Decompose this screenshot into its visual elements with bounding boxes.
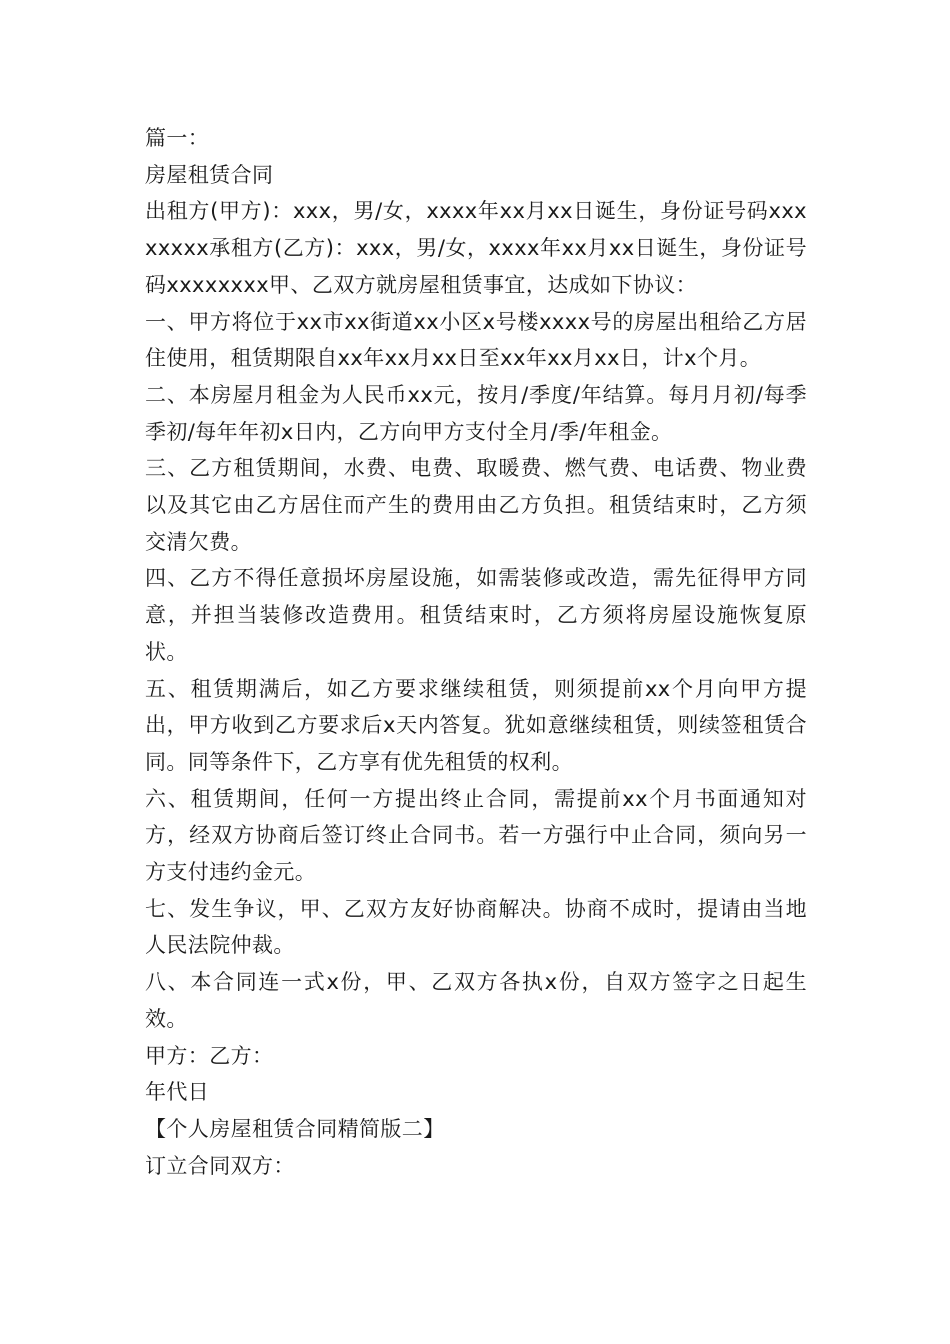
clause-4-paragraph: 四、乙方不得任意损坏房屋设施，如需装修或改造，需先征得甲方同意，并担当装修改造费用。租赁结束时，乙方须将房屋设施恢复原状。 [145, 566, 807, 664]
clause-3-paragraph: 三、乙方租赁期间，水费、电费、取暖费、燃气费、电话费、物业费以及其它由乙方居住而产生的费用由乙方负担。租赁结束时，乙方须交清欠费。 [145, 456, 807, 554]
parties-intro-paragraph: 出租方(甲方)：xxx，男/女，xxxx年xx月xx日诞生，身份证号码xxxxxxxx承租方(乙方)：xxx，男/女，xxxx年xx月xx日诞生，身份证号码xxxxxxxx甲、乙双方就房屋租赁事宜，达成如下协议： [145, 199, 807, 297]
contract-title: 房屋租赁合同 [145, 162, 274, 187]
date-line: 年代日 [145, 1080, 210, 1105]
clause-8-paragraph: 八、本合同连一式x份，甲、乙双方各执x份，自双方签字之日起生效。 [145, 970, 807, 1031]
clause-1-paragraph: 一、甲方将位于xx市xx街道xx小区x号楼xxxx号的房屋出租给乙方居住使用，租赁期限自xx年xx月xx日至xx年xx月xx日，计x个月。 [145, 309, 807, 371]
part2-title: 【个人房屋租赁合同精简版二】 [145, 1116, 445, 1141]
section-heading: 篇一： [145, 126, 210, 150]
clause-2-paragraph: 二、本房屋月租金为人民币xx元，按月/季度/年结算。每月月初/每季季初/每年年初x日内，乙方向甲方支付全月/季/年租金。 [145, 382, 807, 444]
clause-7-paragraph: 七、发生争议，甲、乙双方友好协商解决。协商不成时，提请由当地人民法院仲裁。 [145, 896, 807, 958]
signature-line: 甲方：乙方： [145, 1043, 274, 1068]
part2-parties-line: 订立合同双方： [145, 1153, 295, 1178]
document-page [145, 120, 807, 1184]
clause-5-paragraph: 五、租赁期满后，如乙方要求继续租赁，则须提前xx个月向甲方提出，甲方收到乙方要求后x天内答复。犹如意继续租赁，则续签租赁合同。同等条件下，乙方享有优先租赁的权利。 [145, 676, 807, 774]
clause-6-paragraph: 六、租赁期间，任何一方提出终止合同，需提前xx个月书面通知对方，经双方协商后签订终止合同书。若一方强行中止合同，须向另一方支付违约金元。 [145, 786, 807, 885]
